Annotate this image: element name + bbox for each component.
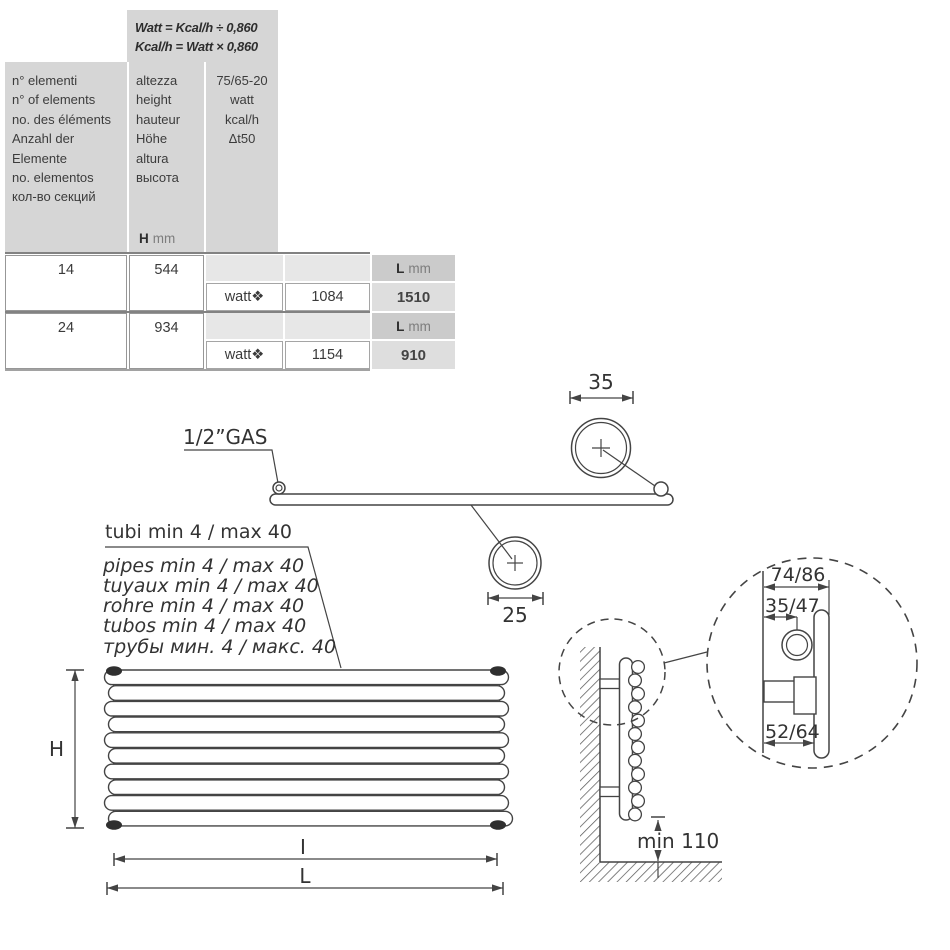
header-line: no. elementos [12, 170, 94, 186]
detail-view-drawing [707, 558, 917, 768]
floor-hatch [600, 862, 722, 882]
pipes-note-line: rohre min 4 / max 40 [103, 595, 305, 617]
header-line: altezza [136, 73, 178, 88]
header-line: hauteur [136, 111, 181, 127]
cell-length-value: 1510 [372, 283, 455, 311]
cell-height: 544 [129, 255, 204, 311]
cell-length-value: 910 [372, 341, 455, 369]
length-symbol: L [396, 260, 405, 276]
front-view-drawing [49, 666, 513, 895]
dim-label-35: 35 [588, 370, 614, 394]
dim-label-L: L [299, 864, 311, 888]
header-line: Höhe [136, 131, 168, 147]
cell-watt-value: 1084 [285, 283, 370, 311]
end-plug [490, 666, 506, 676]
left-fitting [273, 482, 285, 494]
header-line: кол-во секций [12, 189, 96, 205]
wall-bracket [600, 679, 620, 689]
dim-label-I: I [300, 835, 306, 859]
end-plug [106, 666, 122, 676]
dim-label-35-47: 35/47 [765, 595, 820, 617]
pipes-note-line: tuyaux min 4 / max 40 [103, 575, 319, 597]
header-line: Elemente [12, 150, 67, 166]
length-unit: mm [408, 260, 431, 276]
gas-connection-label: 1/2”GAS [183, 425, 268, 449]
side-view-drawing [559, 619, 722, 882]
floor-clearance-label: min 110 [637, 829, 720, 853]
cell-watt-value: 1154 [285, 341, 370, 369]
radiator-tubes [105, 670, 513, 826]
bracket-clip [794, 677, 816, 714]
header-line: n° elementi [12, 73, 78, 88]
cell-elements: 24 [5, 313, 127, 369]
header-line: height [136, 92, 172, 108]
pipes-note-line: tubi min 4 / max 40 [105, 521, 292, 543]
gas-leader-line [184, 450, 278, 483]
header-line: Anzahl der [12, 131, 75, 147]
end-plug [106, 820, 122, 830]
cell-watt-label: watt❖ [206, 341, 283, 369]
detail-callout-circle [559, 619, 665, 725]
cell-watt-label: watt❖ [206, 283, 283, 311]
height-unit: mm [152, 230, 176, 246]
end-plug [490, 820, 506, 830]
dim-label-H: H [49, 737, 65, 761]
formula-kcal: Kcal/h = Watt × 0,860 [135, 39, 258, 54]
length-symbol: L [396, 318, 405, 334]
header-line: no. des éléments [12, 111, 112, 127]
pipes-note-line: pipes min 4 / max 40 [103, 555, 305, 577]
detail-connector-line [664, 652, 707, 663]
height-symbol: H [139, 230, 149, 246]
radiator-tube-top-view [270, 494, 673, 505]
bracket-block [764, 681, 795, 702]
cell-height: 934 [129, 313, 204, 369]
pipes-note-line: tubos min 4 / max 40 [103, 615, 307, 637]
cell-elements: 14 [5, 255, 127, 311]
wall-bracket [600, 787, 620, 797]
length-unit: mm [408, 318, 431, 334]
pipes-note [102, 521, 341, 668]
header-line: Δt50 [228, 131, 256, 147]
dim-label-74-86: 74/86 [770, 564, 826, 586]
header-line: watt [230, 92, 254, 108]
formula-watt: Watt = Kcal/h ÷ 0,860 [135, 20, 258, 35]
pipes-note-line: трубы мин. 4 / макс. 40 [103, 636, 337, 658]
dim-label-25: 25 [502, 603, 528, 627]
header-line: kcal/h [225, 111, 259, 127]
wall-hatch [580, 647, 600, 882]
header-line: высота [136, 170, 179, 186]
dim-label-52-64: 52/64 [765, 721, 820, 743]
header-line: n° of elements [12, 92, 96, 108]
right-fitting [654, 482, 668, 496]
header-line: altura [136, 150, 169, 166]
header-line: 75/65-20 [216, 73, 268, 88]
